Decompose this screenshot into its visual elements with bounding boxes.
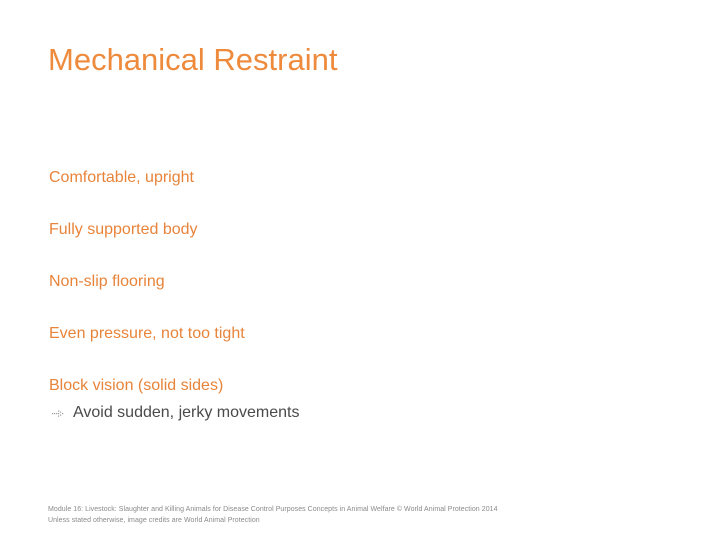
bullet-item: Block vision (solid sides) bbox=[49, 377, 224, 394]
bullet-item: Even pressure, not too tight bbox=[49, 325, 245, 342]
sub-bullet-item bbox=[49, 403, 299, 423]
bullet-item: Fully supported body bbox=[49, 221, 198, 238]
footer bbox=[48, 504, 498, 526]
slide-title: Mechanical Restraint bbox=[48, 42, 338, 77]
bullet-item: Comfortable, upright bbox=[49, 169, 194, 186]
arrow-bullet-icon bbox=[51, 407, 65, 419]
sub-bullet-text: Avoid sudden, jerky movements bbox=[73, 404, 300, 421]
footer-image-credit-line: Unless stated otherwise, image credits are World Animal Protection bbox=[48, 517, 260, 524]
footer-credit-line: Module 16: Livestock: Slaughter and Killing Animals for Disease Control Purposes Concepts in Animal Welfare © World Animal Protection 2014 bbox=[48, 506, 498, 513]
bullet-list bbox=[49, 0, 689, 540]
bullet-item: Non-slip flooring bbox=[49, 273, 165, 290]
